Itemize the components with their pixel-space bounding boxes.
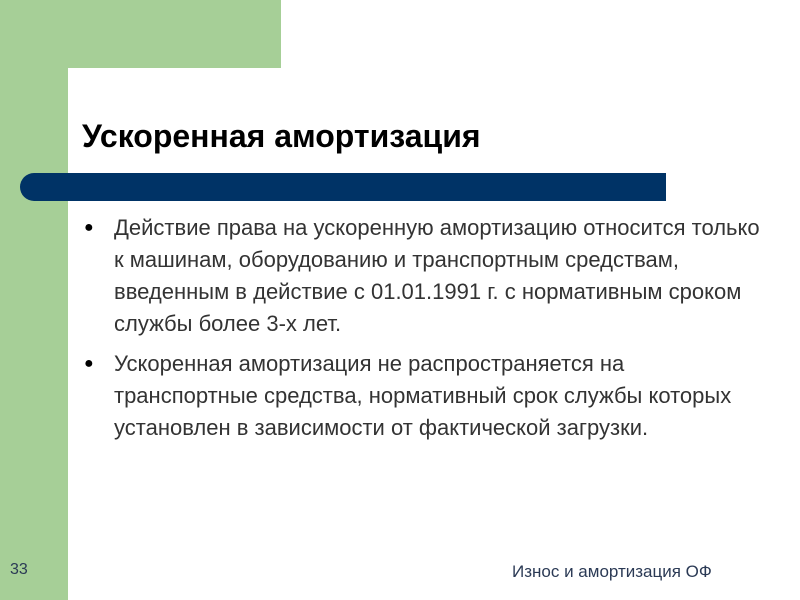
bullet-text: Действие права на ускоренную амортизацию относится только к машинам, оборудованию и транспортным средствам, введенным в действие с 01.01.1991 г. с нормативным сроком службы более 3-х лет. bbox=[114, 215, 760, 336]
title-underline-bar bbox=[20, 173, 666, 201]
page-number: 33 bbox=[10, 561, 28, 578]
footer-text: Износ и амортизация ОФ bbox=[512, 562, 712, 581]
top-accent-band bbox=[0, 0, 281, 68]
list-item bbox=[82, 212, 762, 340]
bullet-icon: ● bbox=[84, 355, 94, 372]
left-accent-band bbox=[0, 0, 68, 600]
slide-title: Ускоренная амортизация bbox=[82, 118, 481, 154]
bullet-text: Ускоренная амортизация не распространяется на транспортные средства, нормативный срок службы которых установлен в зависимости от фактической загрузки. bbox=[114, 351, 732, 440]
bullet-icon: ● bbox=[84, 219, 94, 236]
list-item bbox=[82, 348, 762, 444]
bullet-list bbox=[82, 212, 762, 452]
